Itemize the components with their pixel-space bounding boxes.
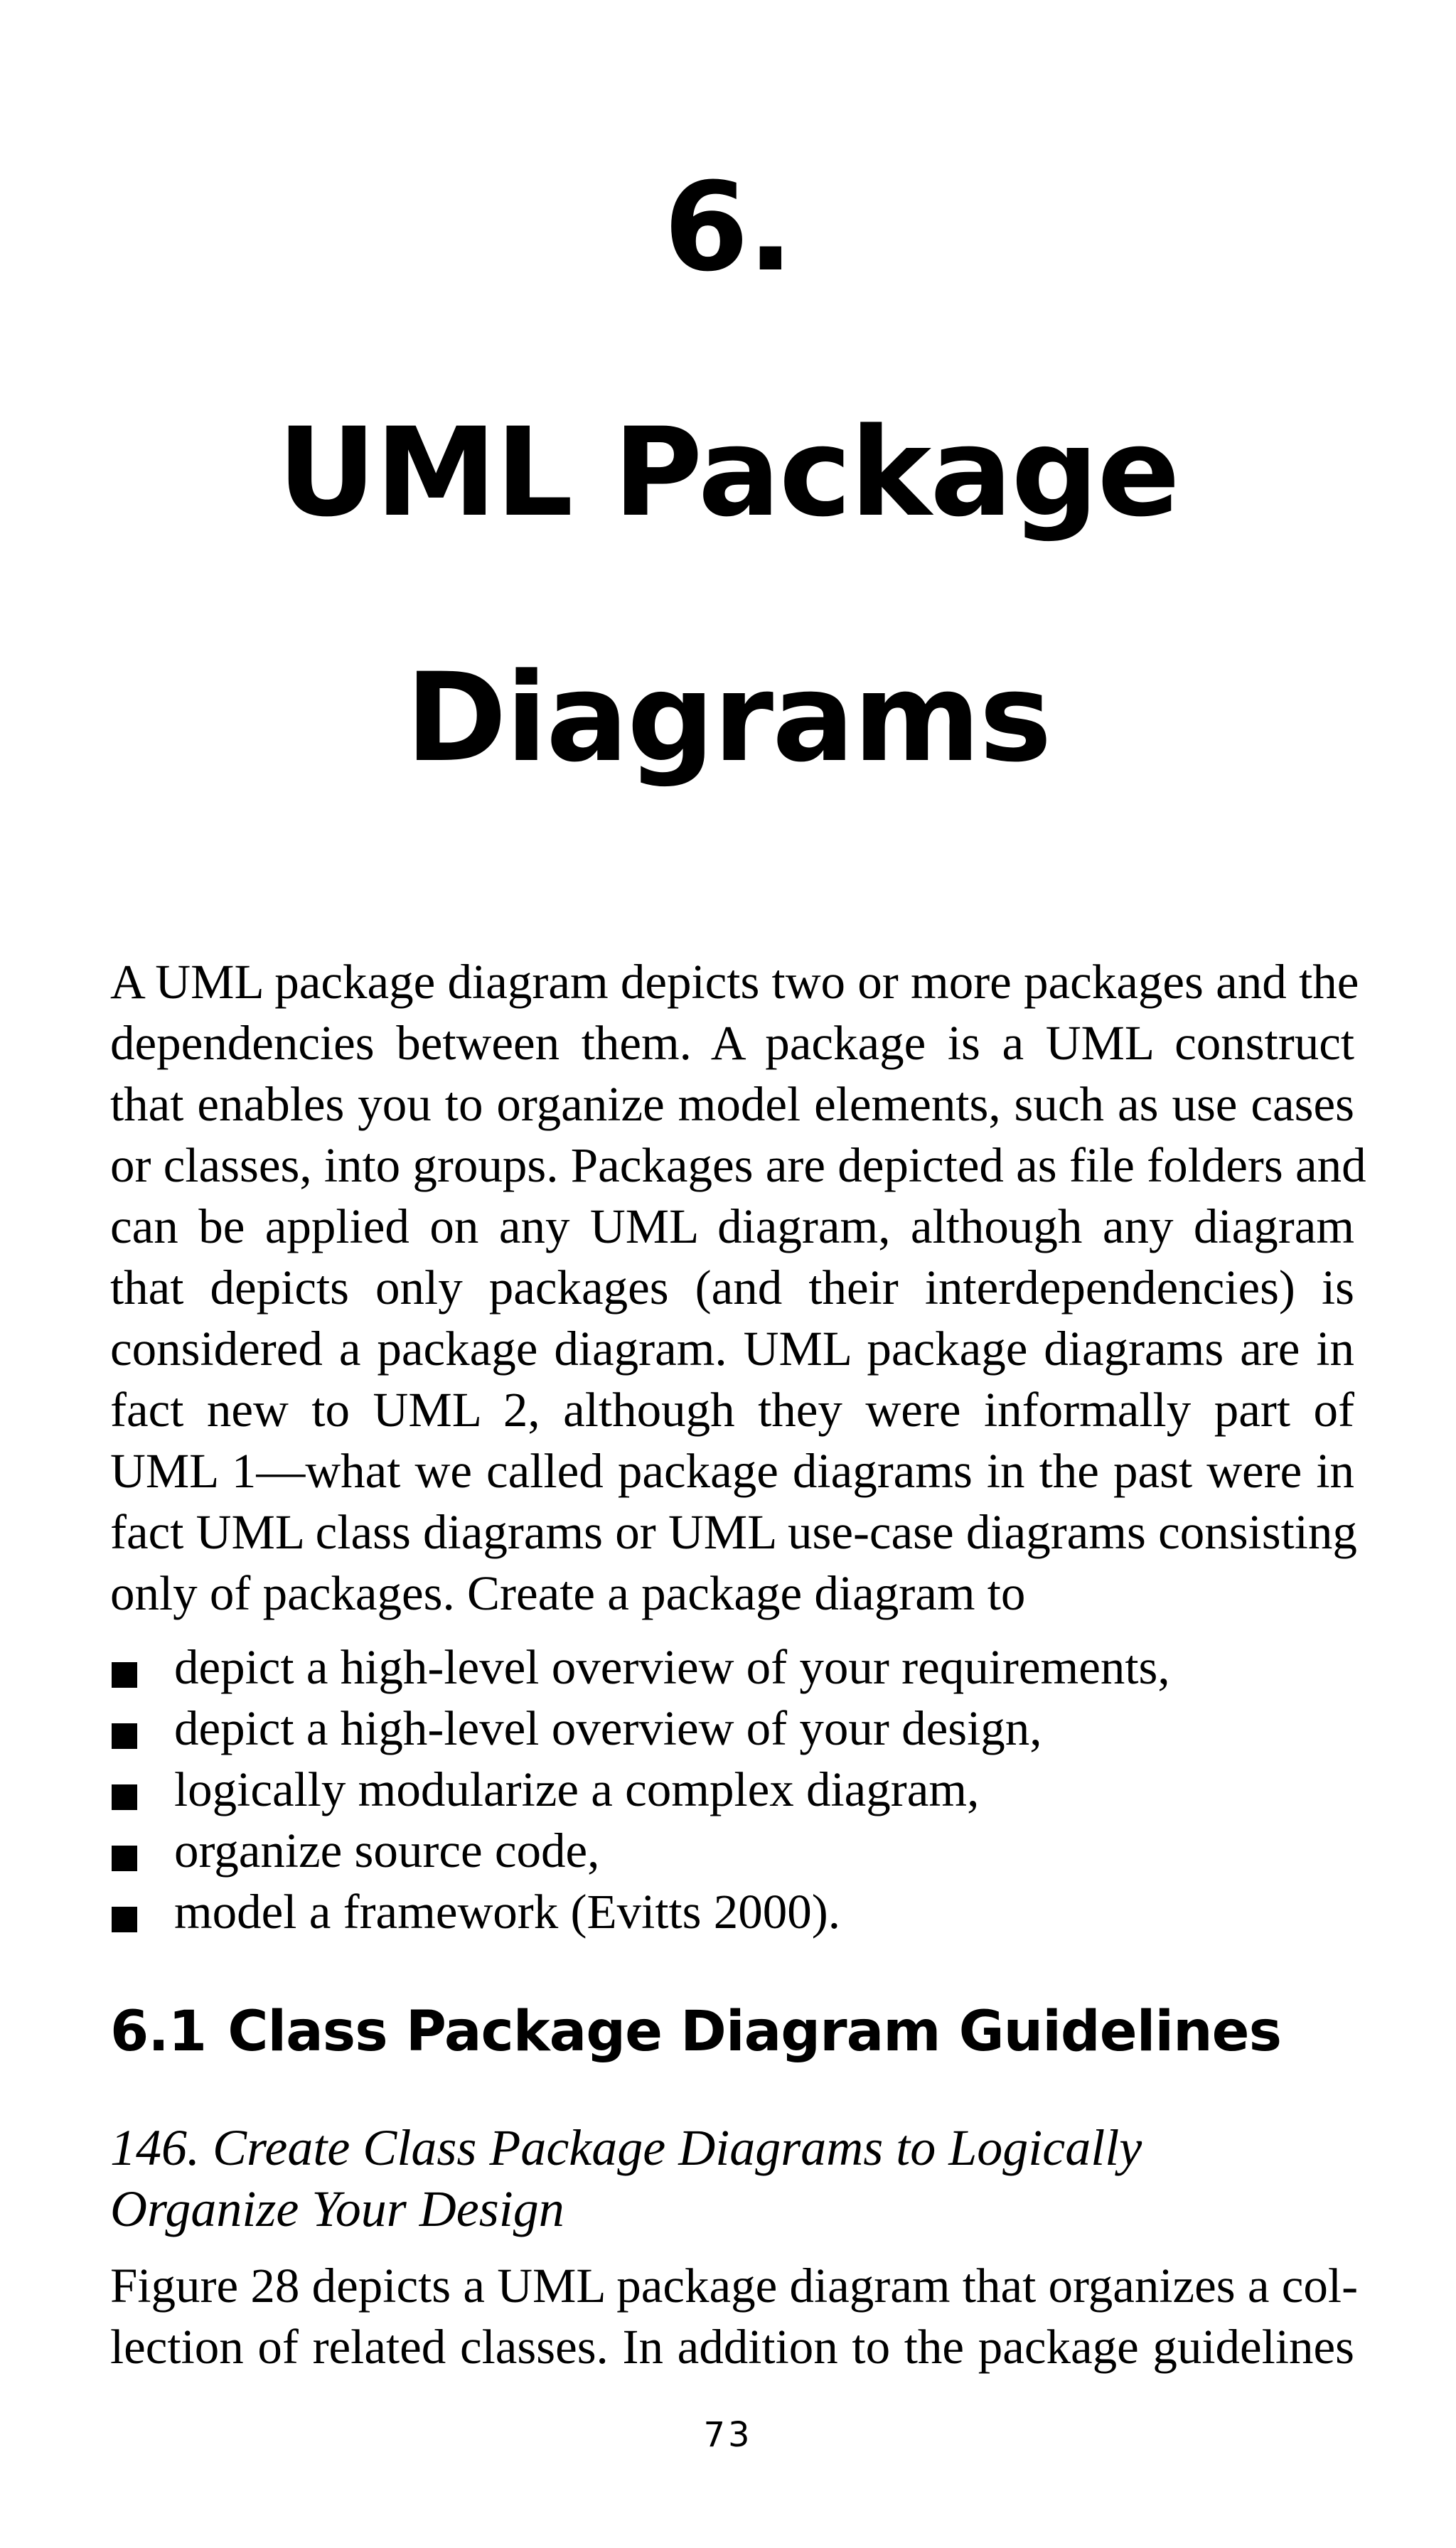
square-bullet-icon (112, 1662, 137, 1688)
list-item-text: organize source code, (174, 1824, 600, 1878)
chapter-title-line-1: UML Package (277, 401, 1179, 544)
section-heading (110, 1996, 1281, 2067)
bullet-list (110, 1637, 1354, 1942)
list-item (110, 1820, 1354, 1881)
intro-line: or classes, into groups. Packages are depicted as file folders and (110, 1138, 1366, 1192)
intro-line: that enables you to organize model elements, such as use cases (110, 1077, 1354, 1131)
guideline-heading-line: Organize Your Design (110, 2180, 564, 2237)
list-item-text: logically modularize a complex diagram, (174, 1762, 980, 1816)
intro-line: fact new to UML 2, although they were informally part of (110, 1383, 1354, 1437)
intro-line: that depicts only packages (and their interdependencies) is (110, 1260, 1354, 1315)
list-item (110, 1698, 1354, 1759)
intro-line: A UML package diagram depicts two or more packages and the (110, 955, 1359, 1009)
paragraph-line: lection of related classes. In addition to the package guidelines (110, 2320, 1354, 2374)
guideline-paragraph (110, 2255, 1359, 2377)
chapter-number: 6. (663, 156, 793, 299)
chapter-title-line-2: Diagrams (405, 646, 1051, 789)
list-item-text: depict a high-level overview of your requirements, (174, 1640, 1170, 1694)
guideline-heading (110, 2117, 1354, 2239)
intro-line: considered a package diagram. UML package diagrams are in (110, 1322, 1354, 1376)
square-bullet-icon (112, 1907, 137, 1932)
intro-line: fact UML class diagrams or UML use-case diagrams consisting (110, 1505, 1357, 1559)
list-item (110, 1881, 1354, 1942)
section-number: 6.1 (110, 2000, 207, 2064)
intro-line: dependencies between them. A package is a UML construct (110, 1016, 1354, 1070)
page-number: 73 (703, 2415, 753, 2455)
intro-line: can be applied on any UML diagram, although any diagram (110, 1199, 1354, 1253)
list-item-text: depict a high-level overview of your design, (174, 1701, 1042, 1755)
guideline-heading-line: 146. Create Class Package Diagrams to Logically (110, 2119, 1142, 2176)
square-bullet-icon (112, 1723, 137, 1749)
intro-line: only of packages. Create a package diagram to (110, 1566, 1026, 1620)
square-bullet-icon (112, 1784, 137, 1810)
list-item-text: model a framework (Evitts 2000). (174, 1885, 840, 1939)
paragraph-line: Figure 28 depicts a UML package diagram that organizes a col- (110, 2259, 1359, 2313)
list-item (110, 1759, 1354, 1820)
intro-paragraph (110, 951, 1366, 1624)
square-bullet-icon (112, 1846, 137, 1871)
list-item (110, 1637, 1354, 1698)
section-title: Class Package Diagram Guidelines (228, 2000, 1281, 2064)
intro-line: UML 1—what we called package diagrams in the past were in (110, 1444, 1354, 1498)
